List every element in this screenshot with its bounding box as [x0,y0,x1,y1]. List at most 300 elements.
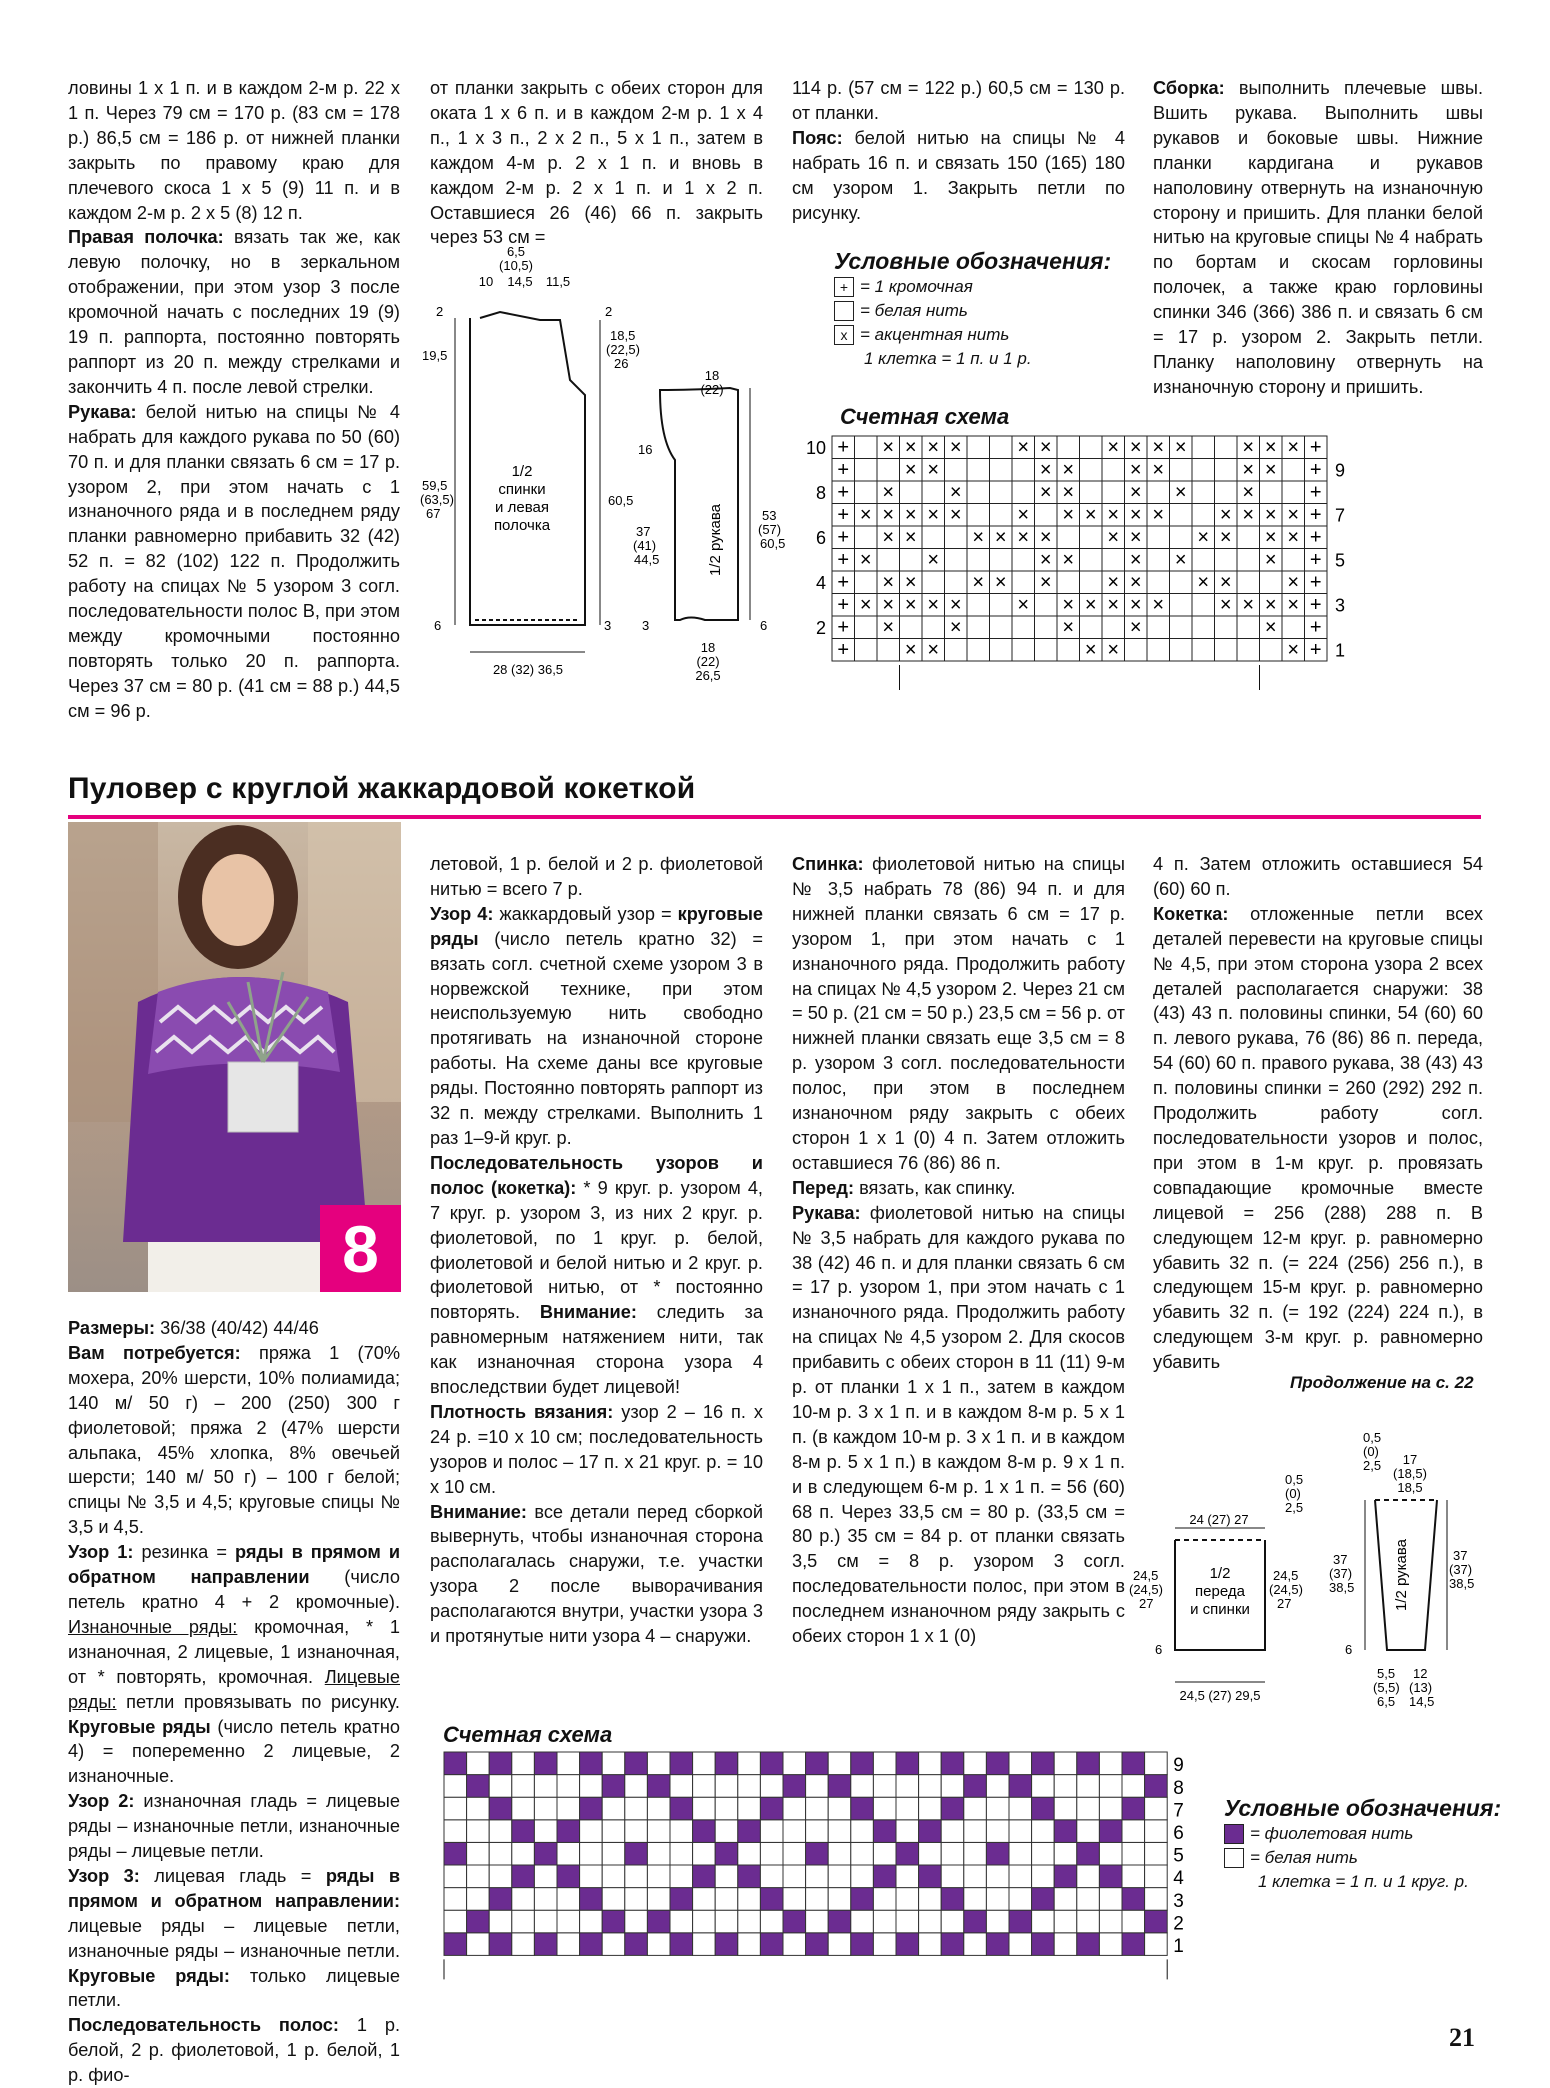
chart-cell [1122,1752,1145,1775]
chart-cell [580,1752,603,1775]
chart-cell [964,1752,987,1775]
chart-cell [806,1775,829,1798]
chart-cell [1099,1797,1122,1820]
chart-cell [489,1842,512,1865]
pf-dim-r245: 24,5 [1273,1568,1299,1583]
chart-cell [1102,549,1125,572]
chart-cell [986,1910,1009,1933]
row-number: 1 [1173,1936,1184,1958]
chart-cell [945,526,968,549]
chart-cell [1282,481,1305,504]
chart-symbol: + [1309,549,1322,572]
chart-cell [693,1910,716,1933]
paragraph: от планки закрыть с обеих сторон для оката 1 х 6 п. и в каждом 2-м р. 1 х 4 п., 1 х 3 п., 2 х 2 п., 5 х 1 п., затем в каждом 4-м р. 2 х 1 п. и вновь в каждом 2-м р. 2 х 1 п. и 1 х 2 п. Оставшиеся 26 (46) 66 п. закрыть через 53 см = [430,78,763,248]
chart-cell [1215,616,1238,639]
row-number: 5 [1335,550,1346,571]
chart-cell [1170,526,1193,549]
chart-cell [1145,1888,1168,1911]
top-legend-note: 1 клетка = 1 п. и 1 р. [864,349,1032,368]
chart-cell [444,1752,467,1775]
chart-cell [1102,481,1125,504]
chart-cell [693,1797,716,1820]
chart-cell [1170,504,1193,527]
paragraph: Правая полочка: вязать так же, как левую полочку, но в зеркальном отображении, при этом узор 3 после кромочной начать с последних 19 (9) 19 п. раппорта, постоянно повторять раппорт из 20 п. между стрелками и закончить 4 п. после левой стрелки. [68,227,400,397]
chart-cell [1147,616,1170,639]
chart-symbol: + [1309,594,1322,617]
chart-cell [873,1888,896,1911]
chart-cell [855,639,878,662]
chart-cell [580,1933,603,1956]
chart-cell [919,1888,942,1911]
row-number: 3 [1335,595,1346,616]
chart-cell [964,1820,987,1843]
chart-cell [1282,616,1305,639]
chart-cell [557,1933,580,1956]
chart-cell [919,1820,942,1843]
chart-cell [1102,459,1125,482]
row-number: 6 [1173,1823,1184,1845]
chart-cell [715,1842,738,1865]
chart-cell [1170,571,1193,594]
chart-cell [896,1910,919,1933]
chart-cell [1057,639,1080,662]
chart-symbol: × [1062,459,1075,482]
chart-cell [1237,639,1260,662]
bottom-counting-chart [430,1748,1210,1988]
chart-cell [1170,616,1193,639]
chart-cell [738,1910,761,1933]
chart-cell [1215,481,1238,504]
chart-symbol: × [1152,594,1165,617]
chart-cell [1147,571,1170,594]
chart-cell [715,1865,738,1888]
chart-cell [1035,616,1058,639]
chart-symbol: × [927,504,940,527]
chart-cell [941,1820,964,1843]
chart-cell [964,1910,987,1933]
chart-cell [738,1888,761,1911]
row-number: 5 [1173,1845,1184,1867]
chart-cell [625,1842,648,1865]
chart-symbol: × [1107,594,1120,617]
chart-symbol: × [1062,594,1075,617]
chart-cell [670,1752,693,1775]
chart-cell [967,504,990,527]
chart-cell [1215,459,1238,482]
dim-67: 67 [426,506,441,521]
chart-symbol: × [904,594,917,617]
chart-symbol: + [837,571,850,594]
row-number: 2 [815,618,826,638]
ps-dim-05: 0,5 [1363,1430,1382,1445]
chart-cell [828,1820,851,1843]
chart-symbol: × [1129,549,1142,572]
chart-cell [1077,1842,1100,1865]
chart-cell [1080,616,1103,639]
chart-symbol: × [1174,481,1187,504]
pf-label-back: и спинки [1190,1601,1250,1618]
chart-cell [1147,526,1170,549]
chart-cell [986,1865,1009,1888]
ps-dim-6a: 6 [1345,1642,1353,1657]
chart-cell [693,1820,716,1843]
top-schema-title: Счетная схема [840,404,1010,429]
chart-cell [580,1797,603,1820]
chart-cell [602,1910,625,1933]
chart-symbol: × [1017,436,1030,459]
chart-cell [1054,1752,1077,1775]
chart-cell [806,1842,829,1865]
chart-cell [990,639,1013,662]
chart-symbol: × [1287,594,1300,617]
chart-cell [990,436,1013,459]
pf-label-half: 1/2 [1209,1565,1231,1582]
chart-symbol: × [1039,481,1052,504]
chart-cell [625,1933,648,1956]
pf-dim-l27: 27 [1139,1596,1154,1611]
chart-cell [806,1910,829,1933]
chart-cell [467,1820,490,1843]
chart-cell [919,1842,942,1865]
chart-cell [467,1910,490,1933]
chart-cell [467,1865,490,1888]
sleeve-bottom-22: (22) [696,654,720,669]
legend-swatch [1224,1848,1244,1868]
chart-cell [670,1842,693,1865]
chart-symbol: + [837,481,850,504]
chart-symbol: + [837,594,850,617]
label-and-left: и левая [495,499,549,516]
ps-dim-0: (0) [1363,1444,1379,1459]
chart-cell [1192,594,1215,617]
chart-symbol: × [1129,594,1142,617]
chart-cell [1099,1775,1122,1798]
chart-symbol: × [882,594,895,617]
ps-dim-l372: (37) [1329,1566,1353,1581]
paragraph: Вам потребуется: пряжа 1 (70% мохера, 20% шерсти, 10% полиамида; 140 м/ 50 г) – 200 (250) 300 г фиолетовой; пряжа 2 (47% шерсти альпака, 45% хлопка, 8% овечьей шерсти; 140 м/ 50 г) – 100 г белой; спицы № 3,5 и 4,5; круговые спицы № 3,5 и 4,5. [68,1342,400,1538]
chart-cell [900,616,923,639]
pf-dim-l245: 24,5 [1133,1568,1159,1583]
dim-185: 18,5 [610,328,636,343]
bottom-legend [1224,1795,1501,1894]
chart-cell [670,1910,693,1933]
pf-dim-05: 0,5 [1285,1472,1304,1487]
chart-symbol: + [837,459,850,482]
paragraph: Узор 1: резинка = ряды в прямом и обратном направлении (число петель кратно 4 + 2 кромочные). Изнаночные ряды: кромочная, * 1 изнаночная, 2 лицевые, 1 изнаночная, от * повторять, кромочная. Лицевые ряды: петли провязывать по рисунку. Круговые ряды (число петель кратно 4) = попеременно 2 лицевые, 2 изнаночные. [68,1542,401,1787]
chart-cell [1260,571,1283,594]
chart-cell [783,1842,806,1865]
chart-cell [580,1865,603,1888]
bottom-column-2 [430,852,763,1649]
chart-cell [1215,639,1238,662]
chart-cell [602,1888,625,1911]
chart-cell [828,1888,851,1911]
top-legend [834,248,1111,371]
chart-cell [1054,1933,1077,1956]
chart-symbol: × [1039,526,1052,549]
chart-symbol: × [1219,504,1232,527]
chart-symbol: × [1219,526,1232,549]
chart-cell [1077,1752,1100,1775]
chart-cell [444,1865,467,1888]
chart-cell [534,1775,557,1798]
ps-dim-13: (13) [1409,1680,1433,1695]
chart-symbol: × [1264,616,1277,639]
chart-cell [964,1797,987,1820]
chart-cell [1122,1910,1145,1933]
cardigan-schematic [420,240,810,700]
chart-cell [1192,436,1215,459]
chart-symbol: × [1084,594,1097,617]
chart-symbol: × [1242,594,1255,617]
chart-symbol: × [1084,639,1097,662]
chart-cell [877,639,900,662]
chart-symbol: × [1129,616,1142,639]
chart-cell [964,1775,987,1798]
chart-cell [990,459,1013,482]
chart-cell [964,1865,987,1888]
chart-cell [1145,1775,1168,1798]
chart-cell [580,1842,603,1865]
chart-symbol: × [1017,504,1030,527]
legend-symbol: x [834,325,854,345]
chart-cell [760,1933,783,1956]
chart-cell [967,616,990,639]
bottom-legend-note: 1 клетка = 1 п. и 1 круг. р. [1258,1872,1469,1891]
row-number: 4 [815,573,826,593]
dim-top-145: 14,5 [507,274,533,289]
chart-cell [922,481,945,504]
row-number: 7 [1335,505,1346,526]
chart-cell [1099,1865,1122,1888]
chart-symbol: × [882,436,895,459]
row-number: 9 [1173,1755,1184,1777]
top-legend-item [834,323,1111,347]
chart-symbol: × [1242,436,1255,459]
chart-cell [1080,481,1103,504]
chart-symbol: × [904,639,917,662]
chart-cell [1032,1910,1055,1933]
chart-cell [489,1933,512,1956]
chart-cell [670,1820,693,1843]
chart-cell [489,1888,512,1911]
chart-symbol: × [949,616,962,639]
chart-cell [873,1842,896,1865]
chart-cell [693,1752,716,1775]
chart-cell [647,1775,670,1798]
chart-cell [1032,1820,1055,1843]
paragraph: Внимание: все детали перед сборкой вывернуть, чтобы изнаночная сторона располагалась снаружи, т.е. участки узора 2 после выворачивания располагаются внутри, участки узора 3 и протянутые нити узора 4 – снаружи. [430,1501,763,1647]
ps-dim-l385: 38,5 [1329,1580,1355,1595]
chart-cell [896,1820,919,1843]
chart-cell [1099,1933,1122,1956]
chart-cell [444,1933,467,1956]
pf-dim-l2452: (24,5) [1129,1582,1163,1597]
chart-cell [738,1933,761,1956]
dim-top-105: (10,5) [499,258,533,273]
chart-cell [1080,571,1103,594]
chart-cell [896,1752,919,1775]
dim-595: 59,5 [422,478,448,493]
chart-cell [941,1842,964,1865]
chart-cell [625,1752,648,1775]
chart-symbol: × [1039,436,1052,459]
row-number: 3 [1173,1890,1184,1912]
chart-cell [1032,1752,1055,1775]
chart-cell [738,1842,761,1865]
chart-cell [647,1933,670,1956]
chart-cell [964,1888,987,1911]
paragraph: Плотность вязания: узор 2 – 16 п. х 24 р. =10 х 10 см; последовательность узоров и полос – 17 п. х 21 круг. р. = 10 х 10 см. [430,1401,763,1497]
chart-symbol: × [1264,504,1277,527]
sleeve-dim-445: 44,5 [634,552,660,567]
chart-cell [1237,526,1260,549]
paragraph: Пояс: белой нитью на спицы № 4 набрать 16 п. и связать 150 (165) 180 см узором 1. Закрыть петли по рисунку. [792,127,1125,223]
paragraph: летовой, 1 р. белой и 2 р. фиолетовой нитью = всего 7 р. [430,854,763,899]
chart-cell [715,1752,738,1775]
chart-cell [873,1865,896,1888]
legend-label: = фиолетовая нить [1250,1824,1414,1843]
paragraph: Размеры: 36/38 (40/42) 44/46 [68,1318,319,1338]
top-column-1 [68,76,400,724]
chart-cell [941,1910,964,1933]
chart-symbol: + [837,616,850,639]
chart-cell [990,616,1013,639]
chart-symbol: × [1017,526,1030,549]
chart-cell [647,1797,670,1820]
chart-cell [1009,1933,1032,1956]
chart-cell [1215,436,1238,459]
chart-symbol: × [882,526,895,549]
chart-cell [1192,639,1215,662]
chart-symbol: × [1242,481,1255,504]
chart-cell [647,1910,670,1933]
chart-cell [855,526,878,549]
chart-cell [1122,1933,1145,1956]
legend-swatch [1224,1824,1244,1844]
chart-symbol: × [972,571,985,594]
chart-cell [922,571,945,594]
chart-symbol: + [1309,526,1322,549]
chart-cell [919,1752,942,1775]
chart-cell [1054,1910,1077,1933]
chart-cell [1077,1888,1100,1911]
sleeve-dim-605: 60,5 [760,536,786,551]
chart-cell [945,459,968,482]
chart-symbol: × [1107,504,1120,527]
chart-cell [1260,481,1283,504]
chart-symbol: × [927,459,940,482]
chart-cell [851,1797,874,1820]
chart-symbol: × [859,549,872,572]
paragraph: 4 п. Затем отложить оставшиеся 54 (60) 60 п. [1153,854,1483,899]
chart-cell [602,1820,625,1843]
row-number: 10 [805,438,826,458]
chart-cell [738,1865,761,1888]
chart-symbol: × [1152,504,1165,527]
chart-cell [1009,1797,1032,1820]
sleeve-dim-6: 6 [760,618,768,633]
chart-symbol: × [1287,436,1300,459]
chart-cell [602,1842,625,1865]
chart-symbol: × [1129,571,1142,594]
chart-cell [1009,1842,1032,1865]
chart-cell [941,1752,964,1775]
chart-symbol: × [904,526,917,549]
chart-cell [1012,616,1035,639]
chart-symbol: × [1264,594,1277,617]
chart-cell [625,1888,648,1911]
chart-cell [580,1910,603,1933]
chart-cell [851,1820,874,1843]
row-number: 6 [815,528,826,548]
chart-cell [851,1888,874,1911]
chart-cell [919,1933,942,1956]
top-legend-item [834,299,1111,323]
chart-cell [1009,1910,1032,1933]
chart-cell [512,1842,535,1865]
paragraph: Сборка: выполнить плечевые швы. Вшить рукава. Выполнить швы рукавов и боковые швы. Нижние планки кардигана и рукавов наполовину отвернуть на изнаночную сторону и пришить. Для планки белой нитью на круговые спицы № 4 набрать по бортам и скосам горловины полочек, а также краю горловины спинки 346 (366) 386 п. и связать 6 см = 17 р. узором 2. Закрыть петли. Планку наполовину отвернуть на изнаночную сторону и пришить. [1153,78,1483,397]
chart-cell [625,1910,648,1933]
chart-symbol: × [1242,459,1255,482]
chart-symbol: × [882,481,895,504]
chart-cell [444,1775,467,1798]
chart-cell [602,1933,625,1956]
paragraph: Рукава: белой нитью на спицы № 4 набрать для каждого рукава по 50 (60) 70 п. и для планки связать 6 см = 17 р. узором 2, при этом начать с 1 изнаночного ряда и в последнем ряду планки равномерно прибавить 32 (42) 52 п. = 82 (102) 122 п. Продолжить работу на спицах № 5 узором 3 согл. последовательности полос В, при этом между кромочными постоянно повторять только 20 п. раппорта. Через 37 см = 80 р. (41 см = 88 р.) 44,5 см = 96 р. [68,401,400,721]
chart-cell [1032,1797,1055,1820]
sleeve-bottom-18: 18 [700,640,716,655]
chart-cell [1032,1933,1055,1956]
chart-cell [647,1888,670,1911]
chart-cell [625,1775,648,1798]
dim-635: (63,5) [420,492,454,507]
chart-cell [489,1752,512,1775]
chart-cell [919,1797,942,1820]
chart-cell [873,1910,896,1933]
paragraph: Узор 2: изнаночная гладь = лицевые ряды – изнаночные петли, изнаночные ряды – лицевые петли. [68,1791,400,1862]
chart-cell [467,1888,490,1911]
chart-cell [806,1933,829,1956]
dim-top-10: 10 [478,274,494,289]
dim-bottom: 28 (32) 36,5 [492,662,564,677]
chart-cell [990,481,1013,504]
paragraph: Кокетка: отложенные петли всех деталей перевести на круговые спицы № 4,5, при этом сторона узора 2 всех деталей располагается снаружи: 38 (43) 43 п. половины спинки, 54 (60) 60 п. левого рукава, 76 (86) 86 п. переда, 54 (60) 60 п. правого рукава, 38 (43) 43 п. половины спинки = 260 (292) 292 п. Продолжить работу согл. последовательности узоров и полос, при этом в 1-м круг. р. провязать совпадающие кромочные вместе лицевой = 256 (288) 288 п. В следующем 12-м круг. р. равномерно убавить 32 п. (= 224 (256) 256 п.), в следующем 15-м круг. р. равномерно убавить 32 п. (= 192 (224) 224 п.), в следующем 3-м круг. р. равномерно убавить [1153,903,1483,1373]
sleeve-dim-16: 16 [638,442,653,457]
chart-cell [625,1820,648,1843]
dim-195: 19,5 [422,348,448,363]
chart-cell [855,481,878,504]
page-number: 21 [1449,2023,1475,2052]
chart-cell [444,1910,467,1933]
pf-dim-r27: 27 [1277,1596,1292,1611]
chart-cell [1237,571,1260,594]
legend-label: = 1 кромочная [860,277,973,296]
chart-cell [715,1775,738,1798]
chart-cell [1282,549,1305,572]
chart-cell [557,1888,580,1911]
chart-symbol: × [1039,549,1052,572]
row-number: 7 [1173,1800,1184,1822]
chart-cell [1009,1888,1032,1911]
chart-cell [986,1888,1009,1911]
chart-symbol: + [837,639,850,662]
chart-cell [1145,1842,1168,1865]
chart-cell [467,1842,490,1865]
ps-dim-145: 14,5 [1409,1694,1435,1709]
chart-cell [1077,1865,1100,1888]
chart-cell [855,459,878,482]
label-front: полочка [493,517,551,534]
